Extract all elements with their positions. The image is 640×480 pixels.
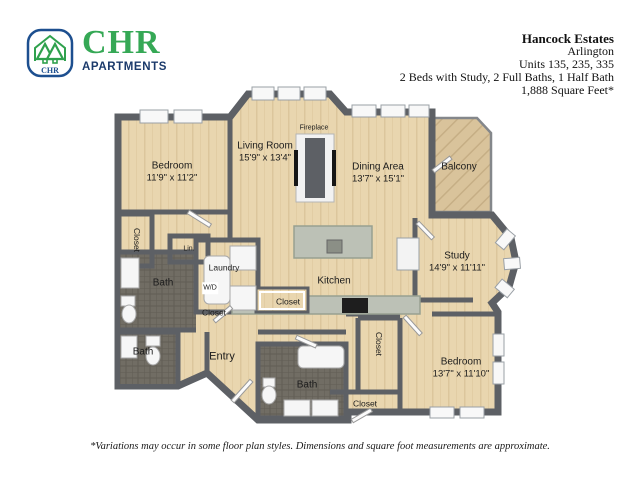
room-label-closet-bedroom2-side: Closet	[373, 331, 384, 357]
property-city: Arlington	[567, 44, 614, 58]
sink-bath1	[121, 258, 139, 288]
room-label-laundry: Laundry	[208, 262, 240, 273]
property-square-feet: 1,888 Square Feet*	[521, 83, 614, 97]
dryer	[230, 286, 256, 310]
property-units: Units 135, 235, 335	[518, 57, 614, 71]
floorplan-drawing	[95, 80, 555, 440]
room-label-bedroom-2	[433, 357, 490, 380]
room-label-bedroom-1	[147, 161, 198, 184]
room-label-bath-1: Bath	[152, 277, 174, 289]
logo-brand-subtitle: APARTMENTS	[82, 61, 168, 73]
room-label-fireplace: Fireplace	[299, 124, 329, 132]
island-sink	[327, 240, 342, 253]
living-room-dims: 15'9" x 13'4"	[238, 152, 292, 163]
sink1-bath3	[284, 400, 310, 416]
toilet-bath1	[122, 305, 136, 323]
room-label-kitchen: Kitchen	[317, 275, 351, 287]
room-label-living-room	[237, 141, 293, 164]
room-label-closet-hall: Closet	[201, 307, 227, 318]
study-name: Study	[444, 250, 470, 262]
bedroom-2-name: Bedroom	[440, 356, 482, 368]
room-label-closet-kitchen: Closet	[275, 296, 301, 307]
logo-badge-text: CHR	[41, 66, 59, 75]
room-label-linen-closet: Lin.	[183, 245, 195, 253]
logo-wordmark	[82, 24, 168, 73]
sink2-bath3	[312, 400, 338, 416]
bedroom-1-dims: 11'9" x 11'2"	[146, 172, 198, 183]
living-room-name: Living Room	[237, 140, 293, 152]
toilet-bath3	[262, 386, 276, 404]
disclaimer-text: *Variations may occur in some floor plan styles. Dimensions and square foot measurements are approximate.	[90, 441, 550, 452]
room-label-washer-dryer: W/D	[202, 282, 218, 294]
toilet-tank-bath2	[146, 336, 160, 346]
property-name: Hancock Estates	[521, 31, 614, 46]
bedroom-2-dims: 13'7" x 11'10"	[432, 368, 490, 379]
room-label-bath-3: Bath	[296, 379, 318, 391]
room-label-study	[429, 251, 485, 274]
chr-logo-icon	[26, 28, 74, 78]
bathtub-3	[298, 346, 344, 368]
room-label-bath-2: Bath	[132, 346, 154, 358]
fireplace-structure	[294, 134, 336, 202]
dining-area-name: Dining Area	[352, 161, 404, 173]
room-label-closet-left: Closet	[131, 227, 142, 253]
room-label-balcony: Balcony	[441, 161, 477, 173]
study-dims: 14'9" x 11'11"	[429, 262, 485, 273]
dining-area-dims: 13'7" x 15'1"	[351, 173, 405, 184]
room-label-dining-area	[352, 162, 404, 185]
toilet-tank-bath1	[121, 296, 135, 306]
bedroom-1-name: Bedroom	[151, 160, 193, 172]
chr-logo	[26, 24, 168, 78]
room-label-entry: Entry	[209, 350, 235, 363]
logo-brand-name: CHR	[82, 24, 161, 61]
stove	[342, 298, 368, 313]
property-configuration: 2 Beds with Study, 2 Full Baths, 1 Half Bath	[399, 70, 614, 84]
fridge	[397, 238, 419, 270]
room-label-closet-bedroom2-bottom: Closet	[352, 398, 378, 409]
